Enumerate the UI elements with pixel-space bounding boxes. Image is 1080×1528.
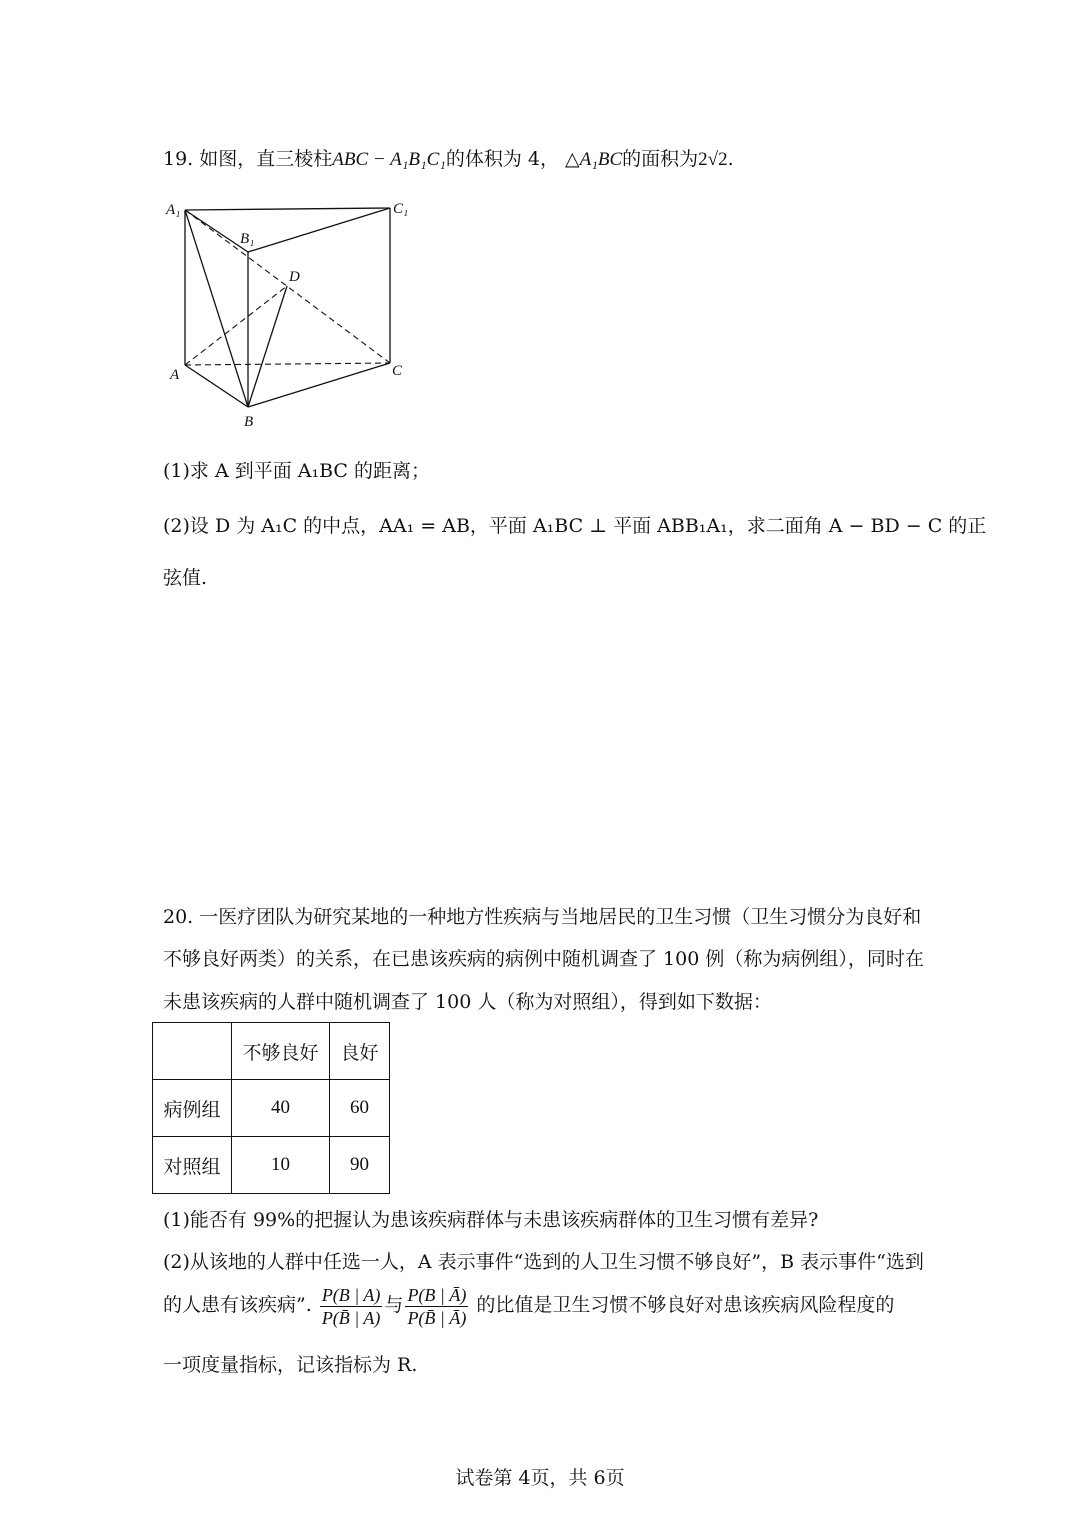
edge-a1-b (185, 210, 248, 407)
q19-intro-c: 的面积为 (622, 148, 699, 170)
frac2-numerator: P(B | Ā) (407, 1284, 467, 1305)
table-cell: 90 (330, 1137, 390, 1194)
q20-part1: (1)能否有 99%的把握认为患该疾病群体与未患该疾病群体的卫生习惯有差异? (163, 1209, 819, 1231)
table-header-row (153, 1023, 390, 1080)
q20-part2-line3: 一项度量指标，记该指标为 R. (163, 1354, 418, 1376)
q19-area: 2√2 (698, 149, 728, 170)
q19-number: 19. (163, 148, 194, 170)
edge-a-c-hidden (185, 363, 390, 365)
table-cell: 病例组 (153, 1080, 232, 1137)
q20-line2: 不够良好两类）的关系，在已患该疾病的病例中随机调查了 100 例（称为病例组），同时在 (163, 948, 924, 970)
ratio-fraction-1 (320, 1285, 383, 1328)
frac1-denominator: P(B̄ | A) (321, 1307, 381, 1328)
edge-b-c (248, 363, 390, 407)
q20-part2-line2-b: 的比值是卫生习惯不够良好对患该疾病风险程度的 (476, 1294, 895, 1316)
q19-prism: ABC − A₁B₁C₁ (332, 149, 446, 170)
q19-part1: (1)求 A 到平面 A₁BC 的距离； (163, 460, 430, 482)
page-footer: 试卷第 4页，共 6页 (455, 1467, 625, 1489)
table-row (153, 1137, 390, 1194)
label-a1: A₁ (166, 202, 181, 218)
frac1-numerator: P(B | A) (321, 1284, 381, 1305)
table-cell: 10 (232, 1137, 330, 1194)
table-cell: 对照组 (153, 1137, 232, 1194)
edge-a1-c1 (185, 208, 390, 210)
q20-line1: 20. 一医疗团队为研究某地的一种地方性疾病与当地居民的卫生习惯（卫生习惯分为良好和 (163, 906, 922, 928)
edge-b1-c1 (248, 208, 390, 252)
table-header-cell: 不够良好 (232, 1023, 330, 1080)
label-a: A (170, 367, 180, 383)
ratio-fraction-2 (405, 1285, 468, 1328)
frac2-denominator: P(B̄ | Ā) (407, 1307, 467, 1328)
data-table (152, 1022, 390, 1194)
q20-part2-line1: (2)从该地的人群中任选一人，A 表示事件“选到的人卫生习惯不够良好”，B 表示事件“选到 (163, 1251, 924, 1273)
table-header-cell (153, 1023, 232, 1080)
label-c: C (392, 363, 403, 379)
edge-b-d (248, 286, 287, 407)
q19-intro-a: 如图，直三棱柱 (199, 148, 333, 170)
q20-line3: 未患该疾病的人群中随机调查了 100 人（称为对照组），得到如下数据： (163, 991, 772, 1013)
q19-intro-b: 的体积为 4， (445, 148, 559, 170)
q19-triangle: △A₁BC (565, 149, 623, 170)
label-d: D (289, 269, 300, 285)
q19-stem: 19. 如图，直三棱柱ABC − A₁B₁C₁的体积为 4， △A₁BC的面积为2√2. (163, 148, 734, 170)
q20-part2-line2 (163, 1283, 894, 1328)
edge-a1-b1 (185, 210, 248, 252)
q19-part2-line2: 弦值. (163, 567, 208, 589)
q20-part2-line2-a: 的人患有该疾病”. (163, 1294, 312, 1316)
table-row (153, 1080, 390, 1137)
edge-a-b (185, 365, 248, 407)
table-cell: 60 (330, 1080, 390, 1137)
label-b1: B₁ (240, 231, 255, 247)
connector: 与 (384, 1294, 404, 1316)
prism-figure (160, 195, 420, 435)
label-c1: C₁ (393, 201, 409, 217)
table-header-cell: 良好 (330, 1023, 390, 1080)
label-b: B (244, 414, 254, 430)
table-cell: 40 (232, 1080, 330, 1137)
edge-a-d-hidden (185, 286, 287, 365)
q19-part2-line1: (2)设 D 为 A₁C 的中点，AA₁ = AB，平面 A₁BC ⊥ 平面 ABB₁A₁，求二面角 A − BD − C 的正 (163, 515, 987, 537)
